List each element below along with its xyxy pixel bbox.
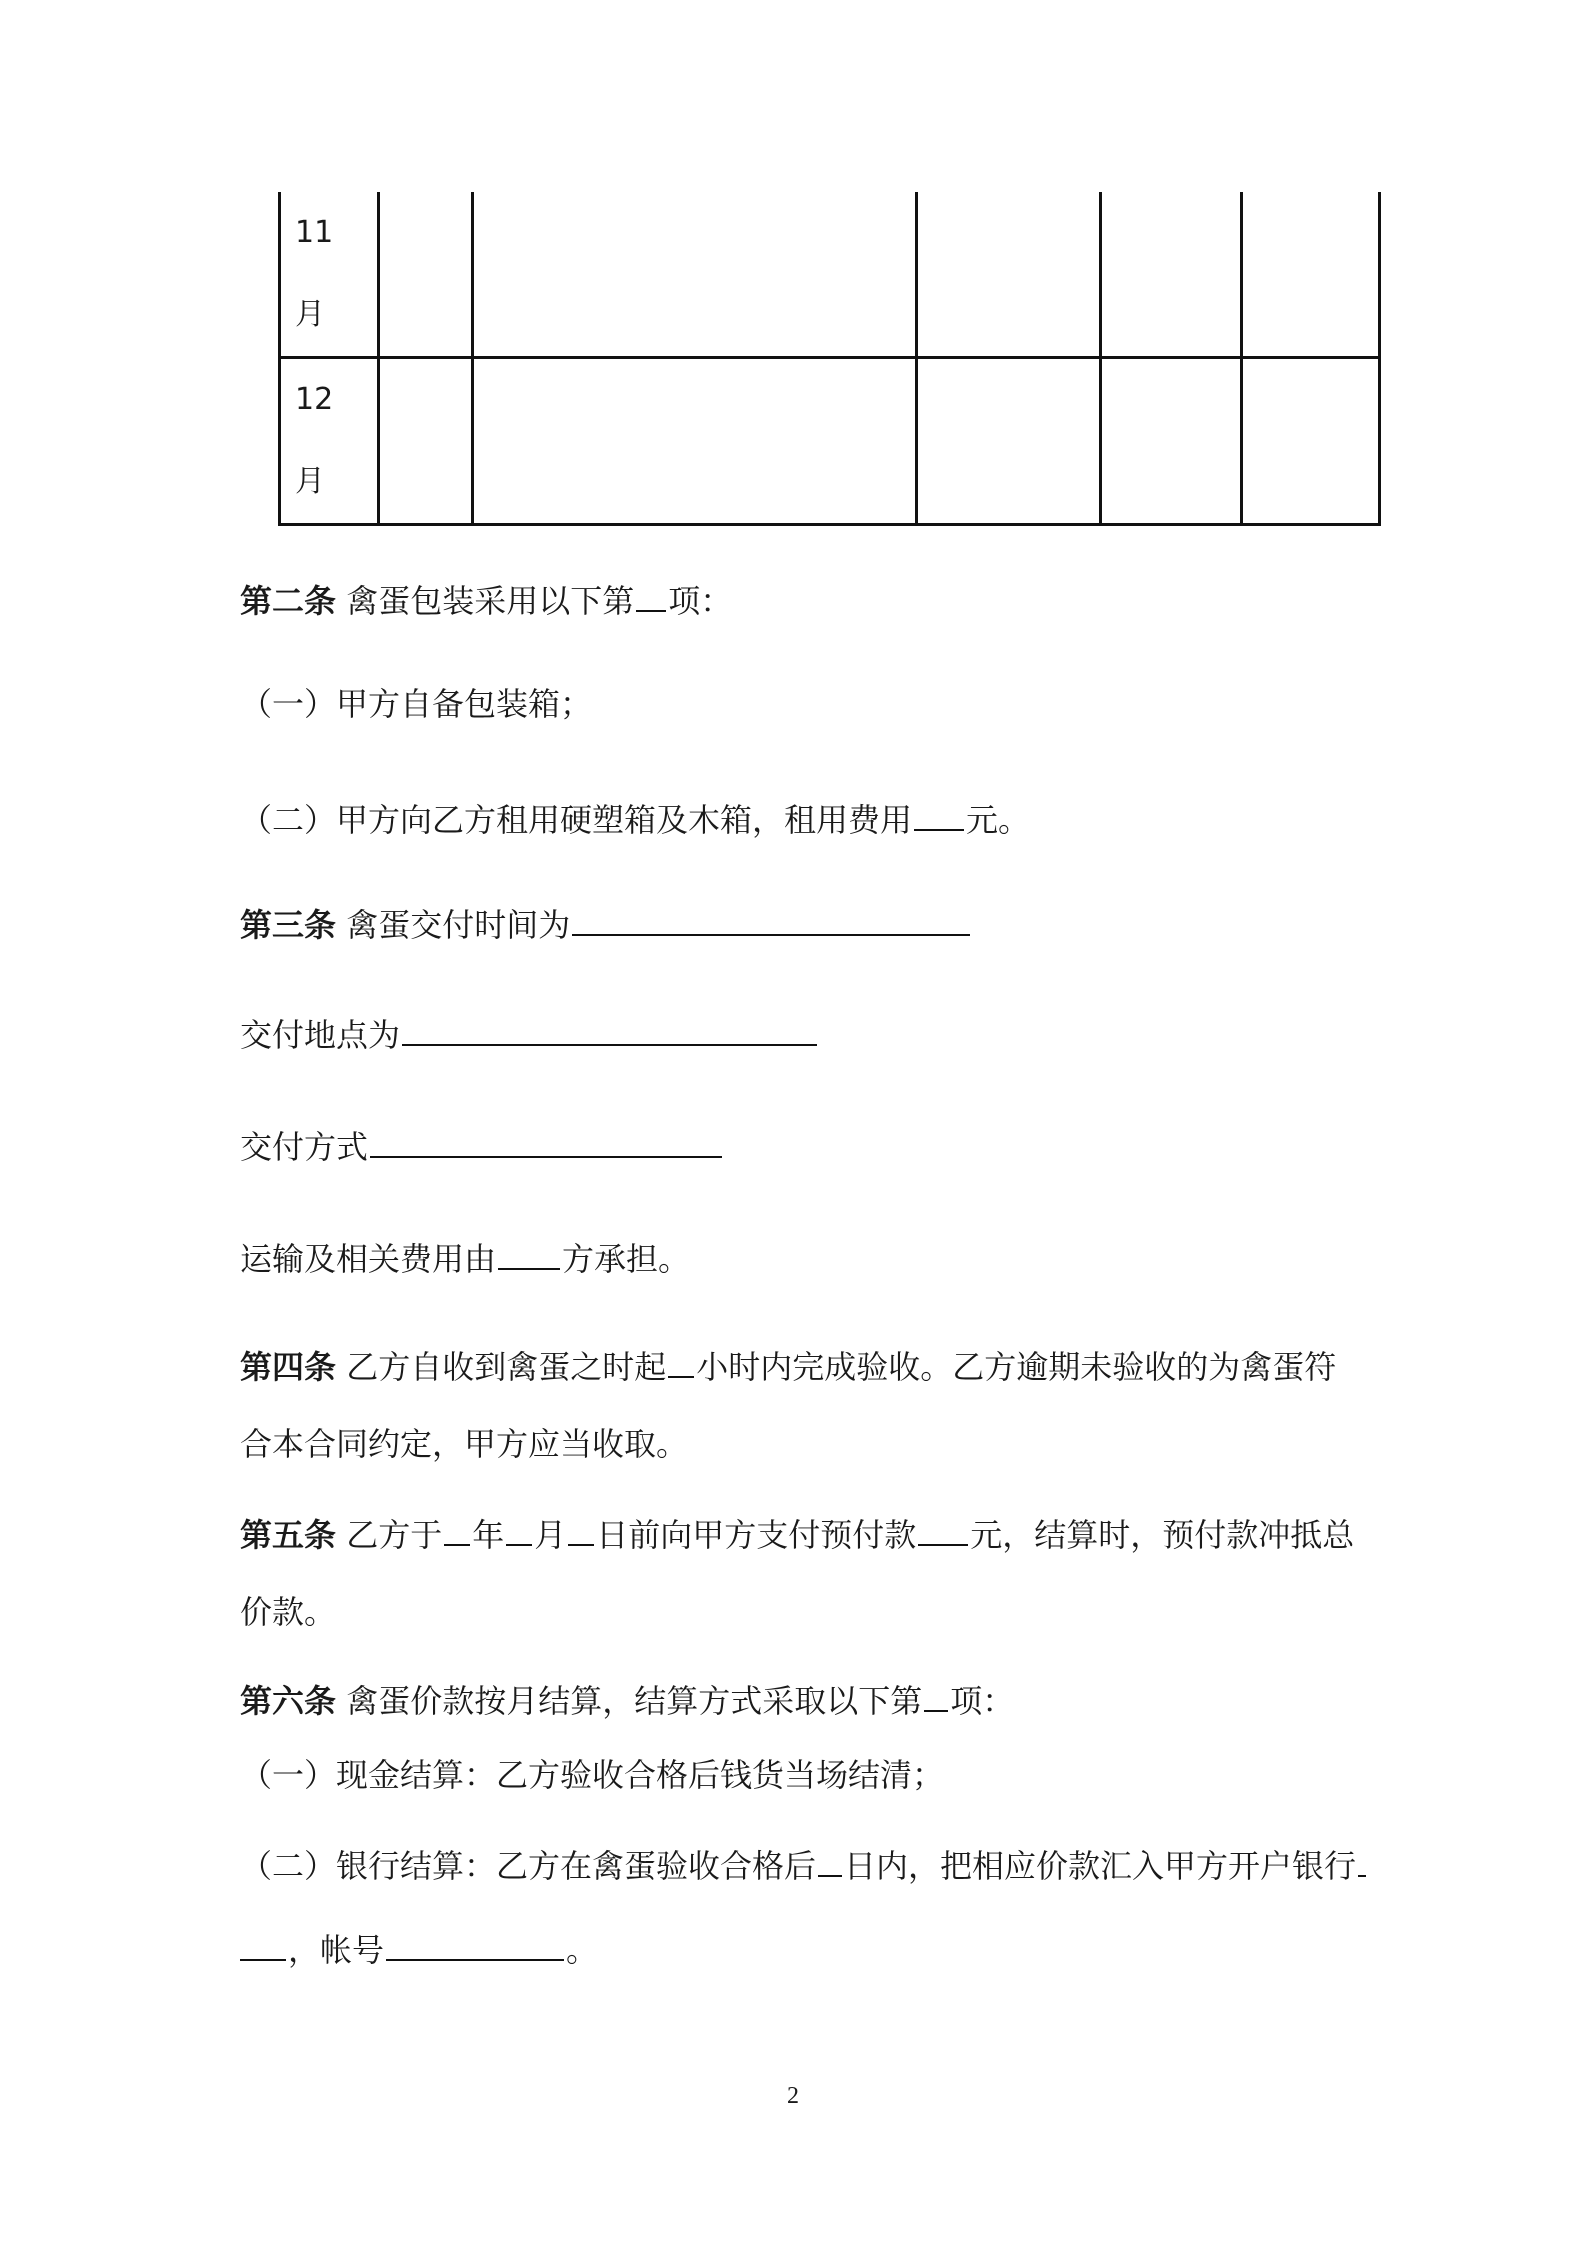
article-6-option-1: （一）现金结算：乙方验收合格后钱货当场结清； — [240, 1756, 945, 1794]
blank-field — [498, 1236, 560, 1270]
blank-field — [1358, 1843, 1366, 1877]
table-cell — [1101, 358, 1242, 525]
blank-field — [918, 1512, 968, 1546]
article-2-heading: 第二条 禽蛋包装采用以下第 项： — [240, 578, 732, 621]
table-cell — [1242, 192, 1380, 358]
table-cell — [917, 192, 1101, 358]
article-6-option-2: （二）银行结算：乙方在禽蛋验收合格后 日内，把相应价款汇入甲方开户银行 — [240, 1843, 1368, 1886]
blank-field — [818, 1843, 842, 1877]
blank-field — [568, 1512, 594, 1546]
table-row — [280, 192, 1380, 358]
article-2-option-2: （二）甲方向乙方租用硬塑箱及木箱，租用费用 元。 — [240, 797, 1030, 840]
article-2-option-1: （一）甲方自备包装箱； — [240, 685, 593, 723]
table-cell — [473, 192, 917, 358]
blank-field — [914, 797, 964, 831]
blank-field — [444, 1512, 470, 1546]
table-cell — [917, 358, 1101, 525]
blank-field — [572, 902, 970, 936]
table-cell — [473, 358, 917, 525]
month-cell: 12 月 — [280, 358, 379, 525]
blank-field — [924, 1678, 948, 1712]
article-4-line-1: 第四条 乙方自收到禽蛋之时起 小时内完成验收。乙方逾期未验收的为禽蛋符 — [240, 1344, 1336, 1387]
month-cell: 11 月 — [280, 192, 379, 358]
article-6-heading: 第六条 禽蛋价款按月结算，结算方式采取以下第 项： — [240, 1678, 1014, 1721]
blank-field — [386, 1927, 564, 1961]
article-3-method: 交付方式 — [240, 1124, 724, 1167]
schedule-table — [278, 192, 1381, 526]
article-6-account: ，帐号 。 — [240, 1927, 598, 1970]
table-cell — [379, 358, 473, 525]
blank-field — [370, 1124, 722, 1158]
article-5-line-2: 价款。 — [240, 1593, 337, 1631]
blank-field — [636, 578, 666, 612]
blank-field — [668, 1344, 694, 1378]
table-cell — [1242, 358, 1380, 525]
blank-field — [506, 1512, 532, 1546]
article-4-line-2: 合本合同约定，甲方应当收取。 — [240, 1425, 689, 1463]
blank-field — [402, 1012, 817, 1046]
page-number: 2 — [787, 2083, 799, 2109]
article-3-cost: 运输及相关费用由 方承担。 — [240, 1236, 690, 1279]
blank-field — [240, 1927, 286, 1961]
article-3-time: 第三条 禽蛋交付时间为 — [240, 902, 972, 945]
table-cell — [379, 192, 473, 358]
article-5-line-1: 第五条 乙方于 年 月 日前向甲方支付预付款 元，结算时，预付款冲抵总 — [240, 1512, 1354, 1555]
article-3-place: 交付地点为 — [240, 1012, 819, 1055]
table-row — [280, 358, 1380, 525]
table-cell — [1101, 192, 1242, 358]
